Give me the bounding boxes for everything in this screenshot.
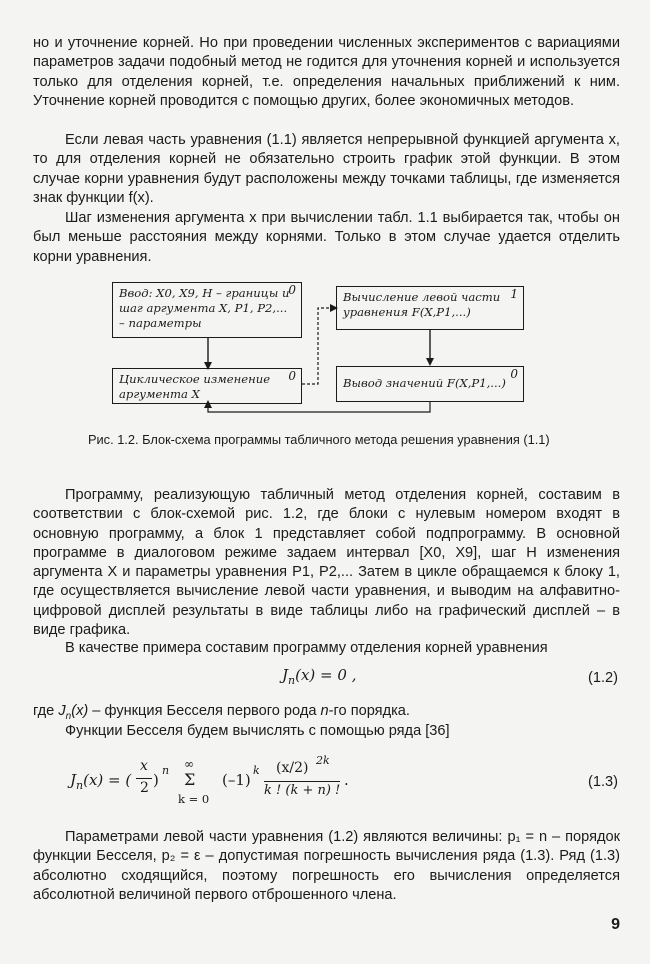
- eq13-term: (–1): [222, 771, 251, 789]
- block-cycle-text: Циклическое изменение аргумента X: [119, 372, 271, 401]
- eq12-j: J: [282, 666, 289, 684]
- paragraph-program: Программу, реализующую табличный метод отделения корней, составим в соответствии с блок-схемой рис. 1.2, где блоки с нулевым номером входят в основную программу, а блок 1 представляет собой подпрограмму. В основной программе в диалоговом режиме задаем интервал [X0, X9], шаг H изменения аргумента X и параметры уравнения P1, P2,... Затем в цикле обращаемся к блоку 1, где осуществляется вычисление левой части уравнения, и выводим на алфавитно-цифровой дисплей результаты в виде таблицы либо на графический дисплей – в виде графика.: [33, 487, 620, 639]
- eq13-num-expr: (x/2): [276, 760, 309, 776]
- block-calc-number: 1: [510, 287, 518, 301]
- block-cycle: [112, 368, 302, 404]
- eq13-den-expr: k ! (k + n) !: [264, 783, 341, 798]
- block-output-number: 0: [510, 367, 518, 381]
- eq13-num-pow: 2k: [316, 754, 330, 767]
- eq13-frac-num: x: [140, 758, 148, 774]
- paragraph-example: В качестве примера составим программу отделения корней уравнения: [65, 640, 548, 656]
- eq13-sum: Σ: [184, 770, 196, 789]
- eq13-frac-den: 2: [140, 780, 149, 796]
- where-suffix: -го порядка.: [328, 703, 410, 719]
- eq13-sum-bottom: k = 0: [178, 792, 210, 806]
- block-output-text: Вывод значений F(X,P1,...): [343, 376, 506, 390]
- equation-number-1-3: (1.3): [587, 774, 618, 790]
- block-input: [112, 282, 302, 338]
- where-mid: – функция Бесселя первого рода: [88, 703, 321, 719]
- eq13-frac-bar: [136, 778, 152, 779]
- block-input-number: 0: [288, 283, 296, 297]
- where-x: (x): [71, 703, 89, 719]
- block-calc-text: Вычисление левой части уравнения F(X,P1,...): [343, 290, 501, 319]
- paragraph-intro: но и уточнение корней. Но при проведении численных экспериментов с вариациями параметров задачи подобный метод не годится для уточнения корней и используется только для отделения корней, т.е. определения начальных приближений к ним. Уточнение корней проводится с помощью других, более экономичных методов.: [33, 35, 620, 109]
- block-input-text: Ввод: X0, X9, H – границы и шаг аргумента X, P1, P2,... – параметры: [119, 286, 290, 330]
- paragraph-series: Функции Бесселя будем вычислять с помощью ряда [36]: [65, 723, 450, 739]
- eq13-term-pow: k: [253, 764, 260, 777]
- where-prefix: где: [33, 703, 59, 719]
- block-cycle-number: 0: [288, 369, 296, 383]
- eq13-sub: n: [76, 779, 84, 792]
- equation-1-2: [282, 666, 356, 687]
- eq13-close: ): [153, 771, 159, 789]
- block-output: [336, 366, 524, 402]
- flowchart: [112, 280, 532, 420]
- eq13-sum-top: ∞: [184, 757, 194, 771]
- eq12-rest: (x) = 0 ,: [295, 666, 357, 684]
- eq13-main-bar: [264, 781, 340, 782]
- eq13-lhs: [70, 771, 131, 792]
- paragraph-params: Параметрами левой части уравнения (1.2) являются величины: p₁ = n – порядок функции Бесселя, p₂ = ε – допустимая погрешность вычисления ряда (1.3). Ряд (1.3) абсолютно сходящийся, поэтому погрешность его вычисления определяется абсолютной величиной первого отброшенного члена.: [33, 829, 620, 903]
- page-number: 9: [611, 916, 620, 933]
- where-n: n: [65, 710, 72, 722]
- where-j: J: [58, 703, 66, 719]
- block-calc: [336, 286, 524, 330]
- figure-caption: Рис. 1.2. Блок-схема программы табличного метода решения уравнения (1.1): [88, 432, 550, 447]
- eq12-sub: n: [288, 674, 296, 687]
- paragraph-continuity: Если левая часть уравнения (1.1) является непрерывной функцией аргумента x, то для отделения корней не обязательно строить график этой функции. В этом случае корни уравнения будут расположены между точками таблицы, где изменяется знак функции f(x).: [33, 132, 620, 206]
- eq13-pow: n: [162, 764, 170, 777]
- eq13-lhs-rest: (x) = (: [83, 771, 132, 789]
- paragraph-step: Шаг изменения аргумента x при вычислении табл. 1.1 выбирается так, чтобы он был меньше расстояния между корнями. Только в этом случае удается отделить корни уравнения.: [33, 210, 620, 265]
- equation-number-1-2: (1.2): [587, 670, 618, 686]
- where-ni: n: [320, 703, 329, 719]
- eq13-j: J: [70, 771, 77, 789]
- eq13-end: .: [344, 771, 349, 789]
